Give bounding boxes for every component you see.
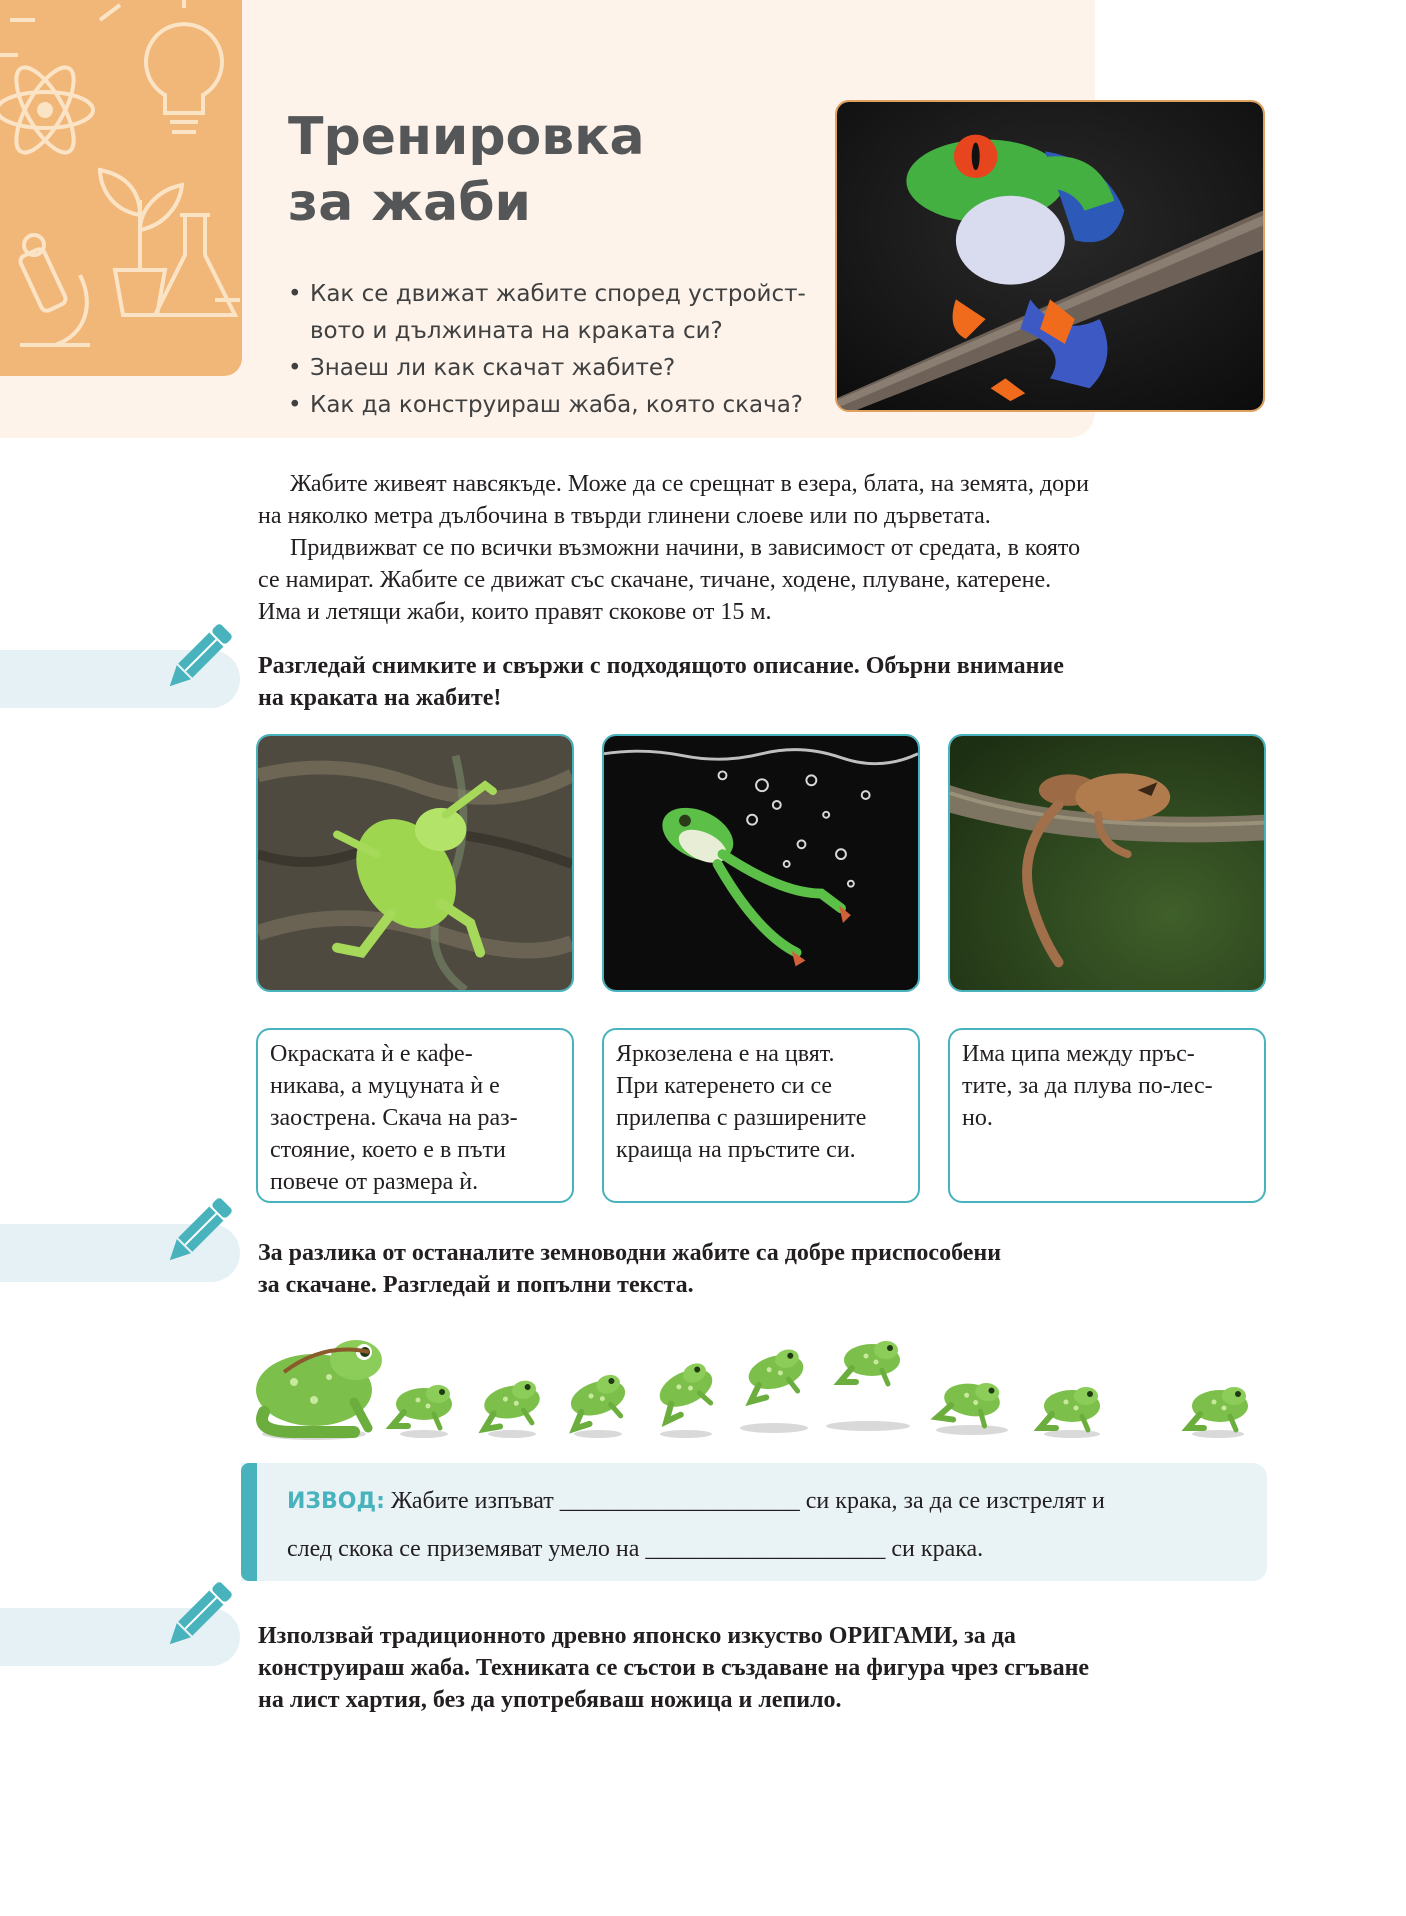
description-line: тите, за да плува по-лес- (962, 1073, 1213, 1099)
description-line: стояние, което е в пъти (270, 1137, 506, 1163)
science-pattern-panel (0, 0, 242, 376)
frog-jump-phase (649, 1359, 722, 1438)
intro-paragraph (258, 468, 1208, 500)
green-tree-frog-on-bark-photo (256, 734, 574, 992)
intro-line: Има и летящи жаби, които правят скокове от 15 м. (258, 599, 772, 625)
task-instruction (258, 650, 1258, 714)
title-line: Тренировка (288, 107, 645, 167)
lightbulb-icon (146, 0, 222, 132)
description-line: При катеренето си се (616, 1073, 833, 1099)
intro-line: се намират. Жабите се движат със скачане, тичане, ходене, плуване, катерене. (258, 567, 1052, 593)
red-eyed-tree-frog-photo (835, 100, 1265, 412)
frog-jump-phase (1188, 1387, 1248, 1438)
conclusion-line (287, 1485, 1105, 1518)
description-line: Има ципа между пръс- (962, 1041, 1195, 1067)
description-line: никава, а муцуната ѝ е (270, 1073, 500, 1099)
description-card[interactable] (602, 1028, 920, 1203)
fill-in-blank[interactable]: ____________________ (645, 1536, 886, 1562)
conclusion-text: си крака. (885, 1536, 984, 1562)
conclusion-label: ИЗВОД: (287, 1489, 385, 1514)
intro-text (258, 468, 1208, 628)
conclusion-text: си крака, за да се изстрелят и (799, 1488, 1105, 1514)
task-line: Разгледай снимките и свържи с подходящото описание. Обърни внимание (258, 653, 1064, 679)
question-line: • Как се движат жабите според устройст- (310, 281, 806, 307)
description-line: прилепва с разширените (616, 1105, 867, 1131)
task-line: за скачане. Разгледай и попълни текста. (258, 1272, 694, 1298)
description-line: заострена. Скача на раз- (270, 1105, 518, 1131)
description-line: Яркозелена е на цвят. (616, 1041, 835, 1067)
task-instruction (258, 1237, 1258, 1301)
conclusion-line (287, 1533, 983, 1565)
microscope-icon (19, 235, 90, 345)
pencil-icon (158, 1192, 238, 1272)
fill-in-blank[interactable]: ____________________ (559, 1488, 800, 1514)
frog-jump-phase (826, 1341, 910, 1431)
frog-jump-phase (1040, 1387, 1100, 1438)
pencil-icon (158, 618, 238, 698)
question-line: • Знаеш ли как скачат жабите? (310, 355, 676, 381)
page-title (288, 104, 645, 236)
frog-jump-phase (936, 1377, 1008, 1435)
description-line: краища на пръстите си. (616, 1137, 856, 1163)
frog-jump-sequence-illustration (254, 1322, 1268, 1447)
frog-jump-phase (477, 1378, 544, 1438)
swimming-frog-photo (602, 734, 920, 992)
intro-paragraph (258, 532, 1208, 564)
task-line: на краката на жабите! (258, 685, 502, 711)
frog-jump-phase (562, 1371, 632, 1438)
conclusion-box (241, 1463, 1267, 1581)
conclusion-text: след скока се приземяват умело на (287, 1536, 646, 1562)
conclusion-text: Жабите изпъват (384, 1488, 560, 1514)
question-item (288, 276, 806, 350)
frog-jump-phase (392, 1385, 452, 1438)
pencil-icon (158, 1576, 238, 1656)
question-item (288, 387, 806, 424)
task-line: на лист хартия, без да употребяваш ножица и лепило. (258, 1687, 842, 1713)
atom-icon (0, 59, 93, 160)
question-line: • Как да конструираш жаба, която скача? (310, 392, 804, 418)
plant-icon (100, 170, 182, 315)
question-line: вото и дължината на краката си? (310, 318, 723, 344)
intro-line: Придвижват се по всички възможни начини, в зависимост от средата, в която (290, 535, 1081, 561)
intro-line: на няколко метра дълбочина в твърди глинени слоеве или по дърветата. (258, 503, 991, 529)
intro-paragraph-cont (258, 500, 1208, 532)
intro-paragraph-cont (258, 564, 1208, 628)
question-item (288, 350, 806, 387)
task-instruction (258, 1620, 1258, 1716)
question-list (288, 276, 806, 424)
task-line: За разлика от останалите земноводни жабите са добре приспособени (258, 1240, 1002, 1266)
brown-frog-on-branch-photo (948, 734, 1266, 992)
title-line: за жаби (288, 173, 531, 233)
frog-jump-phase (740, 1346, 809, 1433)
task-line: конструираш жаба. Техниката се състои в създаване на фигура чрез сгъване (258, 1655, 1090, 1681)
conclusion-accent-bar (241, 1463, 257, 1581)
description-card[interactable] (948, 1028, 1266, 1203)
task-line: Използвай традиционното древно японско изкуство ОРИГАМИ, за да (258, 1623, 1016, 1649)
description-line: но. (962, 1105, 993, 1131)
description-card[interactable] (256, 1028, 574, 1203)
intro-line: Жабите живеят навсякъде. Може да се срещнат в езера, блата, на земята, дори (290, 471, 1089, 497)
frog-illustration-large (256, 1340, 382, 1440)
description-line: повече от размера ѝ. (270, 1169, 479, 1195)
description-line: Окраската ѝ е кафе- (270, 1041, 473, 1067)
